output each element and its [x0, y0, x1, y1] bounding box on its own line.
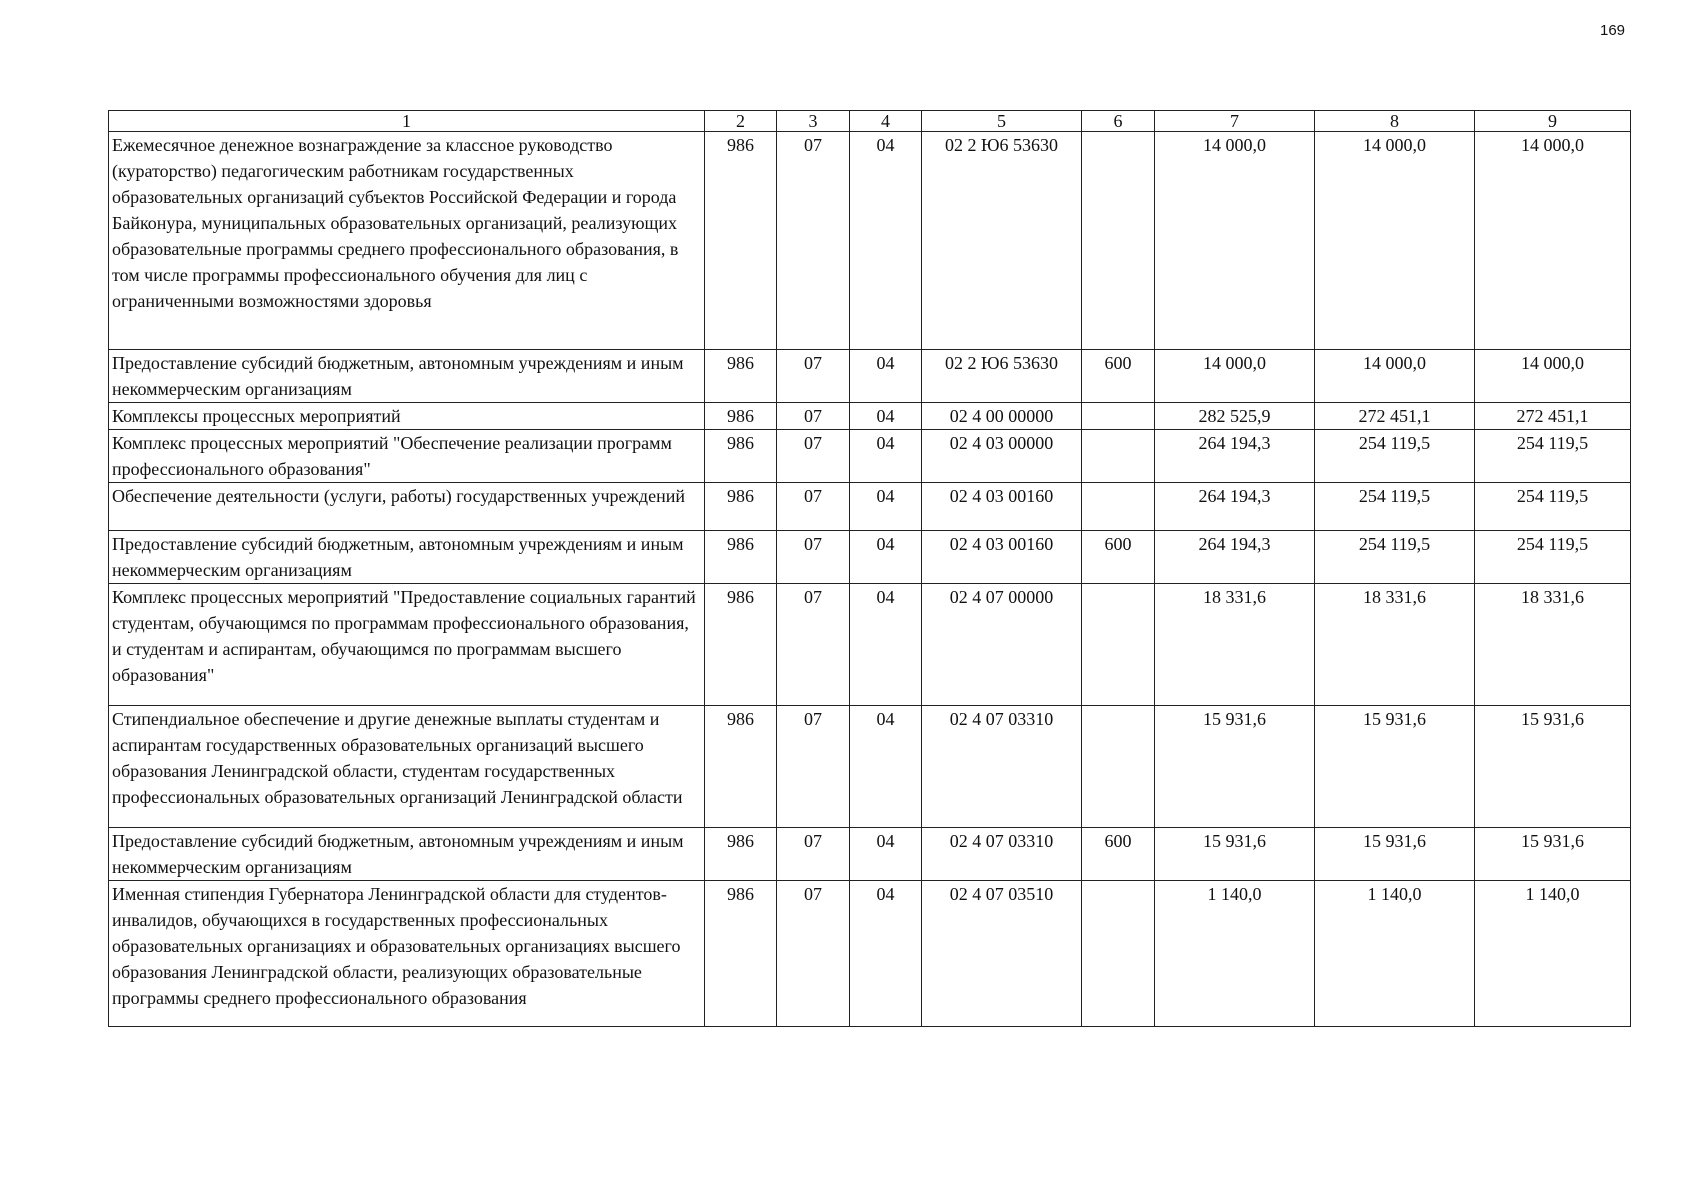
cell-amount-year-3: 254 119,5 [1475, 483, 1631, 531]
table-row [109, 350, 1631, 403]
column-header-1: 1 [109, 111, 705, 132]
cell-target-article: 02 4 03 00000 [922, 430, 1082, 483]
page-number: 169 [1600, 22, 1626, 39]
cell-expense-type [1082, 706, 1155, 828]
table-row [109, 430, 1631, 483]
cell-amount-year-3: 254 119,5 [1475, 531, 1631, 584]
cell-amount-year-2: 14 000,0 [1315, 132, 1475, 350]
cell-amount-year-1: 264 194,3 [1155, 483, 1315, 531]
cell-grbs: 986 [705, 483, 777, 531]
cell-expense-type: 600 [1082, 828, 1155, 881]
cell-section: 07 [777, 132, 850, 350]
table-row [109, 584, 1631, 706]
cell-section: 07 [777, 881, 850, 1027]
row-name: Именная стипендия Губернатора Ленинградской области для студентов-инвалидов, обучающихся в государственных профессиональных образовательных организациях и образовательных организациях высшего образования Ленинградской области, реализующих образовательные программы среднего профессионального образования [109, 881, 705, 1027]
cell-section: 07 [777, 828, 850, 881]
cell-amount-year-1: 264 194,3 [1155, 430, 1315, 483]
table-row [109, 132, 1631, 350]
cell-subsection: 04 [850, 531, 922, 584]
cell-amount-year-3: 1 140,0 [1475, 881, 1631, 1027]
cell-target-article: 02 2 Ю6 53630 [922, 350, 1082, 403]
cell-subsection: 04 [850, 350, 922, 403]
cell-expense-type [1082, 584, 1155, 706]
cell-grbs: 986 [705, 531, 777, 584]
cell-amount-year-3: 14 000,0 [1475, 350, 1631, 403]
cell-amount-year-1: 14 000,0 [1155, 132, 1315, 350]
table-row [109, 828, 1631, 881]
cell-subsection: 04 [850, 881, 922, 1027]
cell-target-article: 02 4 00 00000 [922, 403, 1082, 430]
column-header-4: 4 [850, 111, 922, 132]
table-row [109, 881, 1631, 1027]
table-row [109, 706, 1631, 828]
column-header-7: 7 [1155, 111, 1315, 132]
cell-subsection: 04 [850, 403, 922, 430]
cell-target-article: 02 4 07 00000 [922, 584, 1082, 706]
cell-grbs: 986 [705, 828, 777, 881]
row-name: Обеспечение деятельности (услуги, работы) государственных учреждений [109, 483, 705, 531]
cell-amount-year-2: 14 000,0 [1315, 350, 1475, 403]
row-name: Стипендиальное обеспечение и другие денежные выплаты студентам и аспирантам государственных образовательных организаций высшего образования Ленинградской области, студентам государственных профессиональных образовательных организаций Ленинградской области [109, 706, 705, 828]
column-header-8: 8 [1315, 111, 1475, 132]
row-name: Комплексы процессных мероприятий [109, 403, 705, 430]
cell-grbs: 986 [705, 430, 777, 483]
cell-grbs: 986 [705, 584, 777, 706]
cell-subsection: 04 [850, 828, 922, 881]
cell-expense-type [1082, 403, 1155, 430]
cell-amount-year-1: 18 331,6 [1155, 584, 1315, 706]
cell-amount-year-2: 15 931,6 [1315, 828, 1475, 881]
cell-grbs: 986 [705, 132, 777, 350]
row-name: Предоставление субсидий бюджетным, автономным учреждениям и иным некоммерческим организациям [109, 350, 705, 403]
cell-section: 07 [777, 403, 850, 430]
budget-table [108, 110, 1631, 1027]
cell-section: 07 [777, 483, 850, 531]
header-row [109, 111, 1631, 132]
cell-subsection: 04 [850, 132, 922, 350]
cell-section: 07 [777, 350, 850, 403]
cell-subsection: 04 [850, 483, 922, 531]
cell-amount-year-2: 254 119,5 [1315, 483, 1475, 531]
cell-amount-year-2: 254 119,5 [1315, 531, 1475, 584]
cell-subsection: 04 [850, 706, 922, 828]
cell-amount-year-3: 15 931,6 [1475, 706, 1631, 828]
cell-grbs: 986 [705, 350, 777, 403]
column-header-2: 2 [705, 111, 777, 132]
cell-expense-type [1082, 881, 1155, 1027]
cell-amount-year-2: 15 931,6 [1315, 706, 1475, 828]
cell-target-article: 02 4 07 03510 [922, 881, 1082, 1027]
cell-section: 07 [777, 531, 850, 584]
cell-amount-year-1: 282 525,9 [1155, 403, 1315, 430]
cell-amount-year-1: 15 931,6 [1155, 828, 1315, 881]
row-name: Комплекс процессных мероприятий "Предоставление социальных гарантий студентам, обучающимся по программам профессионального образования, и студентам и аспирантам, обучающимся по программам высшего образования" [109, 584, 705, 706]
row-name: Предоставление субсидий бюджетным, автономным учреждениям и иным некоммерческим организациям [109, 531, 705, 584]
cell-target-article: 02 4 07 03310 [922, 706, 1082, 828]
row-name: Предоставление субсидий бюджетным, автономным учреждениям и иным некоммерческим организациям [109, 828, 705, 881]
cell-amount-year-1: 14 000,0 [1155, 350, 1315, 403]
cell-section: 07 [777, 706, 850, 828]
column-header-3: 3 [777, 111, 850, 132]
cell-grbs: 986 [705, 881, 777, 1027]
cell-amount-year-2: 18 331,6 [1315, 584, 1475, 706]
cell-amount-year-2: 272 451,1 [1315, 403, 1475, 430]
cell-section: 07 [777, 430, 850, 483]
cell-target-article: 02 2 Ю6 53630 [922, 132, 1082, 350]
cell-grbs: 986 [705, 403, 777, 430]
cell-amount-year-3: 254 119,5 [1475, 430, 1631, 483]
cell-amount-year-3: 14 000,0 [1475, 132, 1631, 350]
column-header-6: 6 [1082, 111, 1155, 132]
cell-subsection: 04 [850, 430, 922, 483]
table-row [109, 483, 1631, 531]
cell-expense-type: 600 [1082, 531, 1155, 584]
table-row [109, 531, 1631, 584]
cell-amount-year-3: 272 451,1 [1475, 403, 1631, 430]
cell-amount-year-3: 15 931,6 [1475, 828, 1631, 881]
row-name: Ежемесячное денежное вознаграждение за классное руководство (кураторство) педагогическим работникам государственных образовательных организаций субъектов Российской Федерации и города Байконура, муниципальных образовательных организаций, реализующих образовательные программы среднего профессионального образования, в том числе программы профессионального обучения для лиц с ограниченными возможностями здоровья [109, 132, 705, 350]
cell-amount-year-2: 254 119,5 [1315, 430, 1475, 483]
row-name: Комплекс процессных мероприятий "Обеспечение реализации программ профессионального образования" [109, 430, 705, 483]
column-header-5: 5 [922, 111, 1082, 132]
cell-target-article: 02 4 07 03310 [922, 828, 1082, 881]
table-body [109, 132, 1631, 1027]
cell-amount-year-3: 18 331,6 [1475, 584, 1631, 706]
cell-grbs: 986 [705, 706, 777, 828]
cell-target-article: 02 4 03 00160 [922, 531, 1082, 584]
cell-amount-year-1: 1 140,0 [1155, 881, 1315, 1027]
cell-amount-year-1: 15 931,6 [1155, 706, 1315, 828]
table-row [109, 403, 1631, 430]
cell-target-article: 02 4 03 00160 [922, 483, 1082, 531]
cell-amount-year-2: 1 140,0 [1315, 881, 1475, 1027]
cell-expense-type [1082, 430, 1155, 483]
cell-amount-year-1: 264 194,3 [1155, 531, 1315, 584]
cell-subsection: 04 [850, 584, 922, 706]
cell-expense-type: 600 [1082, 350, 1155, 403]
cell-section: 07 [777, 584, 850, 706]
cell-expense-type [1082, 483, 1155, 531]
cell-expense-type [1082, 132, 1155, 350]
column-header-9: 9 [1475, 111, 1631, 132]
